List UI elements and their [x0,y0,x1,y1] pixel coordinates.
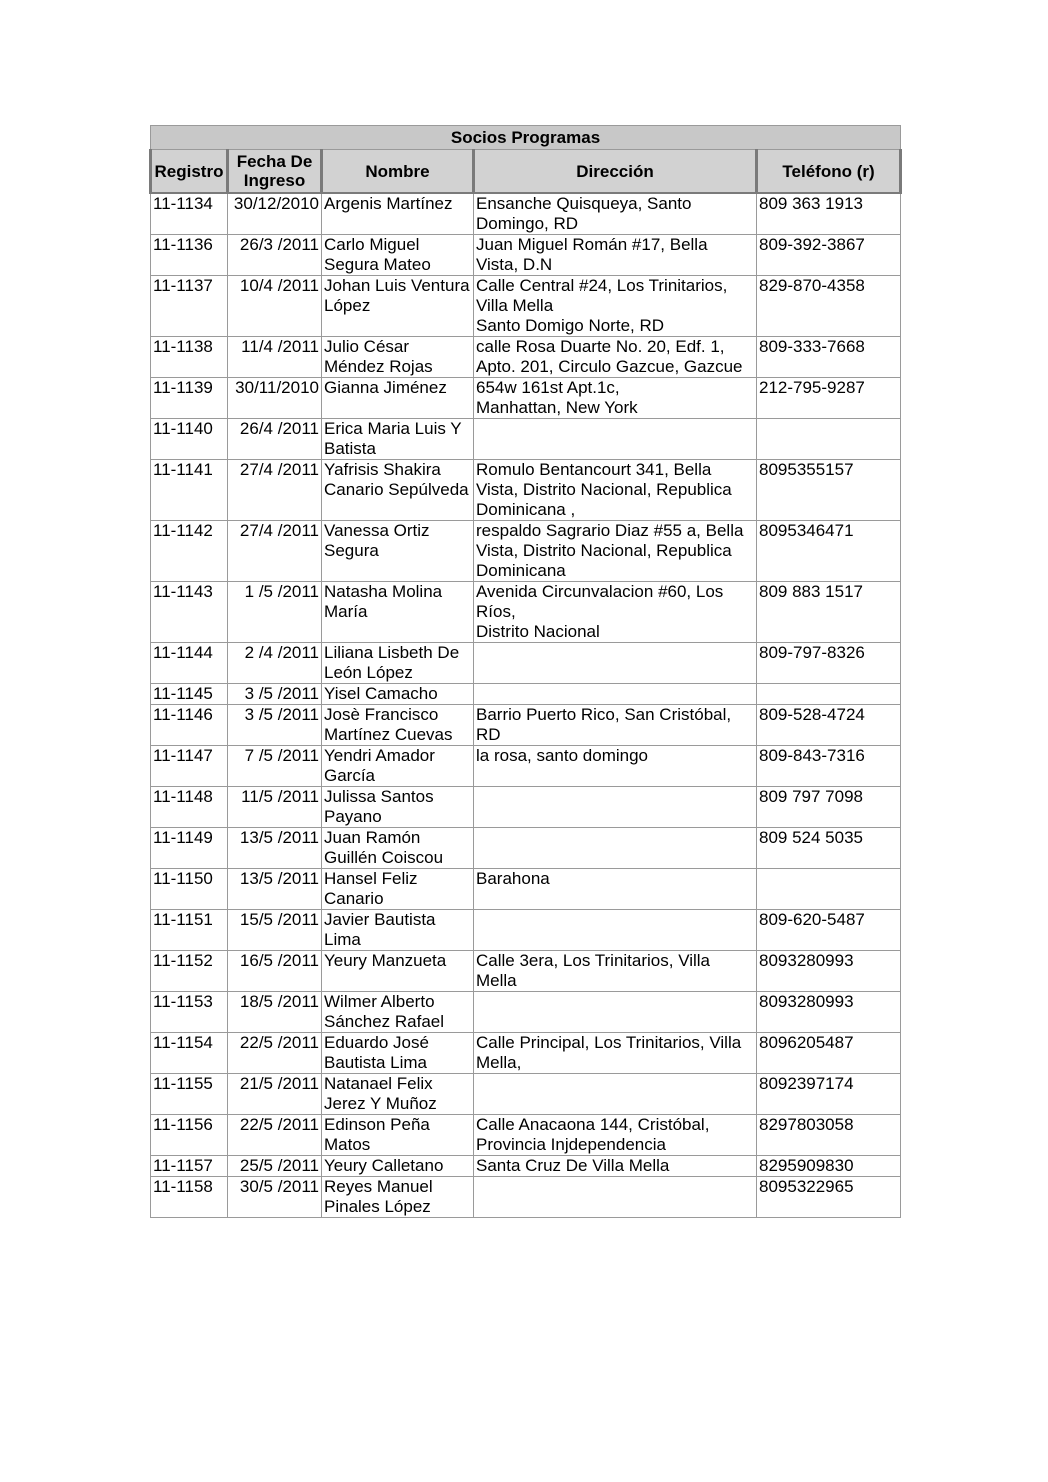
telefono-cell: 809-333-7668 [757,337,901,378]
direccion-cell [474,1074,757,1115]
nombre-cell: Yisel Camacho [322,684,474,705]
direccion-cell: Calle Principal, Los Trinitarios, Villa Mella, [474,1033,757,1074]
fecha-cell: 10/4 /2011 [228,276,322,337]
table-row [151,521,901,582]
table-row [151,828,901,869]
direccion-cell [474,643,757,684]
fecha-cell: 30/12/2010 [228,193,322,235]
registro-cell: 11-1154 [151,1033,228,1074]
direccion-cell: Santa Cruz De Villa Mella [474,1156,757,1177]
telefono-cell: 8095355157 [757,460,901,521]
registro-cell: 11-1147 [151,746,228,787]
table-row [151,910,901,951]
direccion-cell: Avenida Circunvalacion #60, Los Ríos, Distrito Nacional [474,582,757,643]
table-row [151,992,901,1033]
telefono-cell [757,869,901,910]
fecha-cell: 26/4 /2011 [228,419,322,460]
table-body [151,193,901,1218]
nombre-cell: Juan Ramón Guillén Coiscou [322,828,474,869]
direccion-cell: Romulo Bentancourt 341, Bella Vista, Distrito Nacional, Republica Dominicana , [474,460,757,521]
nombre-cell: Edinson Peña Matos [322,1115,474,1156]
registro-cell: 11-1155 [151,1074,228,1115]
table-row [151,276,901,337]
registro-cell: 11-1150 [151,869,228,910]
nombre-cell: Josè Francisco Martínez Cuevas [322,705,474,746]
telefono-cell: 8096205487 [757,1033,901,1074]
nombre-cell: Liliana Lisbeth De León López [322,643,474,684]
nombre-cell: Yeury Manzueta [322,951,474,992]
fecha-cell: 15/5 /2011 [228,910,322,951]
nombre-cell: Gianna Jiménez [322,378,474,419]
telefono-cell: 809 797 7098 [757,787,901,828]
fecha-cell: 11/4 /2011 [228,337,322,378]
telefono-cell: 809-797-8326 [757,643,901,684]
registro-cell: 11-1148 [151,787,228,828]
nombre-cell: Reyes Manuel Pinales López [322,1177,474,1218]
telefono-cell: 809-620-5487 [757,910,901,951]
registro-cell: 11-1152 [151,951,228,992]
table-row [151,787,901,828]
socios-table [149,125,902,1218]
registro-cell: 11-1153 [151,992,228,1033]
fecha-cell: 13/5 /2011 [228,828,322,869]
telefono-cell: 8092397174 [757,1074,901,1115]
fecha-cell: 1 /5 /2011 [228,582,322,643]
nombre-cell: Eduardo José Bautista Lima [322,1033,474,1074]
table-row [151,235,901,276]
fecha-cell: 25/5 /2011 [228,1156,322,1177]
table-row [151,1033,901,1074]
nombre-cell: Argenis Martínez [322,193,474,235]
table-row [151,869,901,910]
direccion-cell: calle Rosa Duarte No. 20, Edf. 1, Apto. 201, Circulo Gazcue, Gazcue [474,337,757,378]
telefono-cell: 8093280993 [757,951,901,992]
table-row [151,1177,901,1218]
direccion-cell: respaldo Sagrario Diaz #55 a, Bella Vista, Distrito Nacional, Republica Dominicana [474,521,757,582]
nombre-cell: Javier Bautista Lima [322,910,474,951]
table-row [151,378,901,419]
nombre-cell: Carlo Miguel Segura Mateo [322,235,474,276]
registro-cell: 11-1149 [151,828,228,869]
registro-cell: 11-1143 [151,582,228,643]
telefono-cell: 809 524 5035 [757,828,901,869]
direccion-cell [474,910,757,951]
fecha-cell: 22/5 /2011 [228,1033,322,1074]
table-row [151,1115,901,1156]
nombre-cell: Vanessa Ortiz Segura [322,521,474,582]
registro-cell: 11-1145 [151,684,228,705]
registro-cell: 11-1134 [151,193,228,235]
telefono-cell: 809-528-4724 [757,705,901,746]
registro-cell: 11-1157 [151,1156,228,1177]
nombre-cell: Yeury Calletano [322,1156,474,1177]
table-row [151,746,901,787]
fecha-cell: 3 /5 /2011 [228,684,322,705]
direccion-cell: Ensanche Quisqueya, Santo Domingo, RD [474,193,757,235]
direccion-cell: la rosa, santo domingo [474,746,757,787]
registro-cell: 11-1146 [151,705,228,746]
fecha-cell: 16/5 /2011 [228,951,322,992]
telefono-cell: 8297803058 [757,1115,901,1156]
telefono-cell: 8095322965 [757,1177,901,1218]
registro-cell: 11-1158 [151,1177,228,1218]
nombre-cell: Natanael Felix Jerez Y Muñoz [322,1074,474,1115]
fecha-cell: 13/5 /2011 [228,869,322,910]
table-row [151,337,901,378]
registro-cell: 11-1156 [151,1115,228,1156]
table-row [151,705,901,746]
header-direccion: Dirección [474,150,757,194]
direccion-cell: Barahona [474,869,757,910]
table-header-row [151,150,901,194]
direccion-cell [474,992,757,1033]
telefono-cell: 809 883 1517 [757,582,901,643]
direccion-cell: Calle Central #24, Los Trinitarios, Villa Mella Santo Domigo Norte, RD [474,276,757,337]
direccion-cell [474,828,757,869]
telefono-cell: 809-843-7316 [757,746,901,787]
direccion-cell [474,787,757,828]
fecha-cell: 21/5 /2011 [228,1074,322,1115]
telefono-cell: 8095346471 [757,521,901,582]
fecha-cell: 26/3 /2011 [228,235,322,276]
header-fecha: Fecha De Ingreso [228,150,322,194]
direccion-cell: Juan Miguel Román #17, Bella Vista, D.N [474,235,757,276]
nombre-cell: Yafrisis Shakira Canario Sepúlveda [322,460,474,521]
telefono-cell: 829-870-4358 [757,276,901,337]
nombre-cell: Hansel Feliz Canario [322,869,474,910]
telefono-cell: 212-795-9287 [757,378,901,419]
nombre-cell: Wilmer Alberto Sánchez Rafael [322,992,474,1033]
registro-cell: 11-1141 [151,460,228,521]
header-telefono: Teléfono (r) [757,150,901,194]
table-title: Socios Programas [151,126,901,150]
nombre-cell: Yendri Amador García [322,746,474,787]
telefono-cell: 8093280993 [757,992,901,1033]
table-title-row [151,126,901,150]
registro-cell: 11-1144 [151,643,228,684]
nombre-cell: Erica Maria Luis Y Batista [322,419,474,460]
fecha-cell: 18/5 /2011 [228,992,322,1033]
fecha-cell: 30/11/2010 [228,378,322,419]
header-nombre: Nombre [322,150,474,194]
nombre-cell: Natasha Molina María [322,582,474,643]
registro-cell: 11-1136 [151,235,228,276]
direccion-cell: Calle Anacaona 144, Cristóbal, Provincia Injdependencia [474,1115,757,1156]
registro-cell: 11-1138 [151,337,228,378]
direccion-cell: Calle 3era, Los Trinitarios, Villa Mella [474,951,757,992]
fecha-cell: 27/4 /2011 [228,521,322,582]
direccion-cell [474,1177,757,1218]
header-registro: Registro [151,150,228,194]
registro-cell: 11-1151 [151,910,228,951]
table-row [151,582,901,643]
table-row [151,419,901,460]
direccion-cell [474,684,757,705]
table-row [151,1074,901,1115]
fecha-cell: 30/5 /2011 [228,1177,322,1218]
table-row [151,460,901,521]
registro-cell: 11-1137 [151,276,228,337]
table-row [151,643,901,684]
telefono-cell [757,419,901,460]
telefono-cell [757,684,901,705]
telefono-cell: 809-392-3867 [757,235,901,276]
registro-cell: 11-1139 [151,378,228,419]
telefono-cell: 8295909830 [757,1156,901,1177]
fecha-cell: 3 /5 /2011 [228,705,322,746]
fecha-cell: 7 /5 /2011 [228,746,322,787]
registro-cell: 11-1140 [151,419,228,460]
table-row [151,684,901,705]
table-row [151,1156,901,1177]
nombre-cell: Johan Luis Ventura López [322,276,474,337]
fecha-cell: 2 /4 /2011 [228,643,322,684]
nombre-cell: Julissa Santos Payano [322,787,474,828]
fecha-cell: 27/4 /2011 [228,460,322,521]
table-row [151,193,901,235]
fecha-cell: 22/5 /2011 [228,1115,322,1156]
direccion-cell: Barrio Puerto Rico, San Cristóbal, RD [474,705,757,746]
table-row [151,951,901,992]
telefono-cell: 809 363 1913 [757,193,901,235]
direccion-cell [474,419,757,460]
fecha-cell: 11/5 /2011 [228,787,322,828]
nombre-cell: Julio César Méndez Rojas [322,337,474,378]
direccion-cell: 654w 161st Apt.1c, Manhattan, New York [474,378,757,419]
registro-cell: 11-1142 [151,521,228,582]
